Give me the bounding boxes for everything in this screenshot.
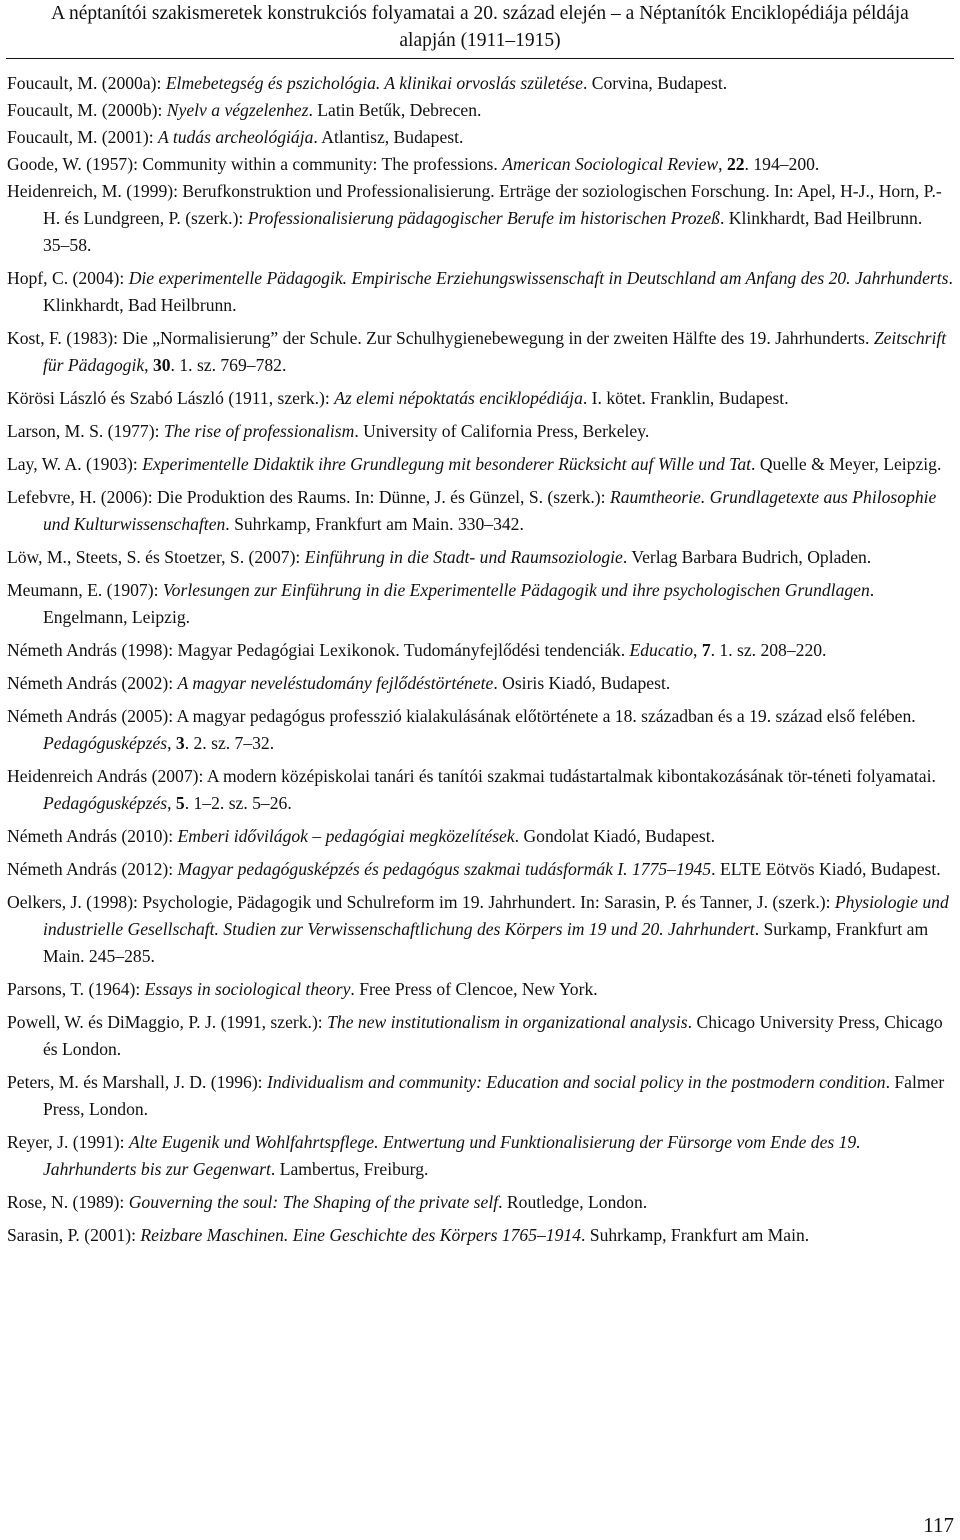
reference-text: Kost, F. (1983): Die „Normalisierung” der Schule. Zur Schulhygienebewegung in der zweiten Hälfte des 19. Jahrhunderts.	[7, 328, 874, 348]
reference-text: Németh András (2012):	[7, 859, 178, 879]
reference-text: . 2. sz. 7–32.	[184, 733, 275, 753]
reference-entry	[7, 265, 953, 319]
reference-entry	[7, 856, 953, 883]
reference-text: Lefebvre, H. (2006): Die Produktion des Raums. In: Dünne, J. és Günzel, S. (szerk.):	[7, 487, 610, 507]
reference-text: . Klinkhardt, Bad Heilbrunn.	[43, 268, 953, 315]
reference-text: Goode, W. (1957): Community within a community: The professions.	[7, 154, 503, 174]
reference-text: . Latin Betűk, Debrecen.	[308, 100, 482, 120]
reference-entry	[7, 325, 953, 379]
reference-entry	[7, 97, 953, 124]
reference-text: . Routledge, London.	[498, 1192, 648, 1212]
reference-entry	[7, 385, 953, 412]
reference-title: Experimentelle Didaktik ihre Grundlegung mit besonderer Rücksicht auf Wille und Tat	[142, 454, 752, 474]
reference-text: Parsons, T. (1964):	[7, 979, 145, 999]
running-header-line-1: A néptanítói szakismeretek konstrukciós folyamatai a 20. század elején – a Néptanítók Enciklopédiája példája	[51, 3, 909, 24]
reference-text: . Engelmann, Leipzig.	[43, 580, 875, 627]
reference-text: . Lambertus, Freiburg.	[270, 1159, 429, 1179]
reference-volume: 7	[701, 640, 711, 660]
reference-title: Professionalisierung pädagogischer Berufe im historischen Prozeß	[247, 208, 720, 228]
running-header-line-2: alapján (1911–1915)	[399, 30, 561, 51]
reference-text: Rose, N. (1989):	[7, 1192, 129, 1212]
reference-text: Reyer, J. (1991):	[7, 1132, 129, 1152]
reference-volume: 5	[175, 793, 185, 813]
reference-text: . 194–200.	[744, 154, 820, 174]
reference-title: Reizbare Maschinen. Eine Geschichte des Körpers 1765–1914	[140, 1225, 581, 1245]
reference-title: Educatio	[629, 640, 694, 660]
reference-title: Einführung in die Stadt- und Raumsoziologie	[304, 547, 623, 567]
reference-text: . Gondolat Kiadó, Budapest.	[514, 826, 715, 846]
reference-text: Oelkers, J. (1998): Psychologie, Pädagogik und Schulreform im 19. Jahrhundert. In: Sarasin, P. és Tanner, J. (szerk.):	[7, 892, 835, 912]
reference-text: . Corvina, Budapest.	[582, 73, 728, 93]
reference-entry	[7, 670, 953, 697]
reference-text: Peters, M. és Marshall, J. D. (1996):	[7, 1072, 267, 1092]
reference-text: . Klinkhardt, Bad Heilbrunn. 35–58.	[43, 208, 923, 255]
reference-title: Essays in sociological theory	[144, 979, 351, 999]
reference-title: Magyar pedagógusképzés és pedagógus szakmai tudásformák I. 1775–1945	[177, 859, 712, 879]
reference-text: Németh András (2005): A magyar pedagógus professzió kialakulásának előtörténete a 18. században és a 19. század első felében.	[7, 706, 916, 726]
reference-entry	[7, 577, 953, 631]
reference-text: . Verlag Barbara Budrich, Opladen.	[622, 547, 872, 567]
reference-title: Raumtheorie. Grundlagetexte aus Philosophie und Kulturwissenschaften	[43, 487, 937, 534]
reference-entry	[7, 637, 953, 664]
reference-text: . 1–2. sz. 5–26.	[184, 793, 292, 813]
reference-title: A tudás archeológiája	[158, 127, 314, 147]
reference-entry	[7, 451, 953, 478]
reference-entry	[7, 70, 953, 97]
reference-text: Foucault, M. (2000b):	[7, 100, 167, 120]
reference-text: Körösi László és Szabó László (1911, szerk.):	[7, 388, 335, 408]
reference-title: Physiologie und industrielle Gesellschaft. Studien zur Verwissenschaftlichung des Körpers im 19 und 20. Jahrhundert	[43, 892, 949, 939]
reference-text: Sarasin, P. (2001):	[7, 1225, 141, 1245]
reference-text: . Suhrkamp, Frankfurt am Main.	[581, 1225, 810, 1245]
reference-text: Powell, W. és DiMaggio, P. J. (1991, szerk.):	[7, 1012, 328, 1032]
reference-text: . Osiris Kiadó, Budapest.	[493, 673, 671, 693]
reference-entry	[7, 889, 953, 970]
reference-title: Alte Eugenik und Wohlfahrtspflege. Entwertung und Funktionalisierung der Fürsorge vom Ende des 19. Jahrhunderts bis zur Gegenwart	[43, 1132, 861, 1179]
reference-text: . ELTE Eötvös Kiadó, Budapest.	[711, 859, 941, 879]
reference-text: Meumann, E. (1907):	[7, 580, 163, 600]
reference-text: Löw, M., Steets, S. és Stoetzer, S. (2007):	[7, 547, 305, 567]
reference-text: Heidenreich András (2007): A modern középiskolai tanári és tanítói szakmai tudástartalmak kibontakozásának tör-téneti folyamatai.	[7, 766, 936, 786]
reference-text: ,	[167, 733, 176, 753]
reference-volume: 30	[152, 355, 171, 375]
reference-text: ,	[718, 154, 727, 174]
reference-text: Heidenreich, M. (1999): Berufkonstruktion und Professionalisierung. Erträge der soziologischen Forschung. In: Apel, H-J., Horn, P.-H. és Lundgreen, P. (szerk.):	[7, 181, 942, 228]
reference-title: Emberi idővilágok – pedagógiai megközelítések	[177, 826, 515, 846]
reference-text: ,	[144, 355, 153, 375]
reference-text: . Free Press of Clencoe, New York.	[350, 979, 598, 999]
reference-text: . Surkamp, Frankfurt am Main. 245–285.	[43, 919, 929, 966]
reference-text: . 1. sz. 208–220.	[710, 640, 827, 660]
reference-entry	[7, 703, 953, 757]
reference-text: Németh András (1998): Magyar Pedagógiai Lexikonok. Tudományfejlődési tendenciák.	[7, 640, 630, 660]
header-rule	[6, 58, 954, 59]
reference-entry	[7, 976, 953, 1003]
reference-title: American Sociological Review	[502, 154, 719, 174]
reference-text: . Suhrkamp, Frankfurt am Main. 330–342.	[225, 514, 524, 534]
reference-title: Az elemi népoktatás enciklopédiája	[334, 388, 583, 408]
reference-text: . I. kötet. Franklin, Budapest.	[582, 388, 789, 408]
reference-title: Pedagógusképzés	[43, 733, 168, 753]
reference-entry	[7, 1009, 953, 1063]
reference-entry	[7, 151, 953, 178]
reference-title: A magyar neveléstudomány fejlődéstörténete	[177, 673, 494, 693]
reference-entry	[7, 124, 953, 151]
reference-title: Nyelv a végzelenhez	[166, 100, 309, 120]
reference-text: ,	[167, 793, 176, 813]
reference-title: Vorlesungen zur Einführung in die Experimentelle Pädagogik und ihre psychologischen Grundlagen	[162, 580, 870, 600]
reference-entry	[7, 1222, 953, 1249]
reference-text: Németh András (2010):	[7, 826, 178, 846]
reference-text: . University of California Press, Berkeley.	[354, 421, 650, 441]
reference-title: The rise of professionalism	[163, 421, 355, 441]
reference-text: Lay, W. A. (1903):	[7, 454, 143, 474]
reference-text: Hopf, C. (2004):	[7, 268, 129, 288]
reference-entry	[7, 418, 953, 445]
reference-text: . Quelle & Meyer, Leipzig.	[751, 454, 942, 474]
reference-text: ,	[693, 640, 702, 660]
reference-text: . Chicago University Press, Chicago és London.	[43, 1012, 943, 1059]
reference-text: . Falmer Press, London.	[43, 1072, 945, 1119]
reference-title: Individualism and community: Education and social policy in the postmodern condition	[266, 1072, 886, 1092]
reference-text: Németh András (2002):	[7, 673, 178, 693]
reference-title: Pedagógusképzés	[43, 793, 168, 813]
reference-entry	[7, 763, 953, 817]
reference-text: Larson, M. S. (1977):	[7, 421, 164, 441]
reference-volume: 22	[726, 154, 745, 174]
reference-title: Gouverning the soul: The Shaping of the private self	[128, 1192, 499, 1212]
running-header	[0, 0, 960, 54]
reference-text: . Atlantisz, Budapest.	[313, 127, 464, 147]
reference-entry	[7, 1069, 953, 1123]
reference-title: Die experimentelle Pädagogik. Empirische Erziehungswissenschaft in Deutschland am Anfang des 20. Jahrhunderts	[128, 268, 949, 288]
reference-volume: 3	[175, 733, 185, 753]
reference-entry	[7, 178, 953, 259]
page-number: 117	[923, 1513, 954, 1537]
reference-entry	[7, 484, 953, 538]
reference-entry	[7, 823, 953, 850]
reference-entry	[7, 1129, 953, 1183]
reference-text: . 1. sz. 769–782.	[170, 355, 287, 375]
bibliography-list	[7, 70, 953, 1255]
reference-title: Elmebetegség és pszichológia. A klinikai orvoslás születése	[165, 73, 583, 93]
reference-entry	[7, 1189, 953, 1216]
reference-entry	[7, 544, 953, 571]
reference-title: The new institutionalism in organizational analysis	[327, 1012, 688, 1032]
reference-title: Zeitschrift für Pädagogik	[43, 328, 947, 375]
reference-text: Foucault, M. (2001):	[7, 127, 158, 147]
reference-text: Foucault, M. (2000a):	[7, 73, 166, 93]
